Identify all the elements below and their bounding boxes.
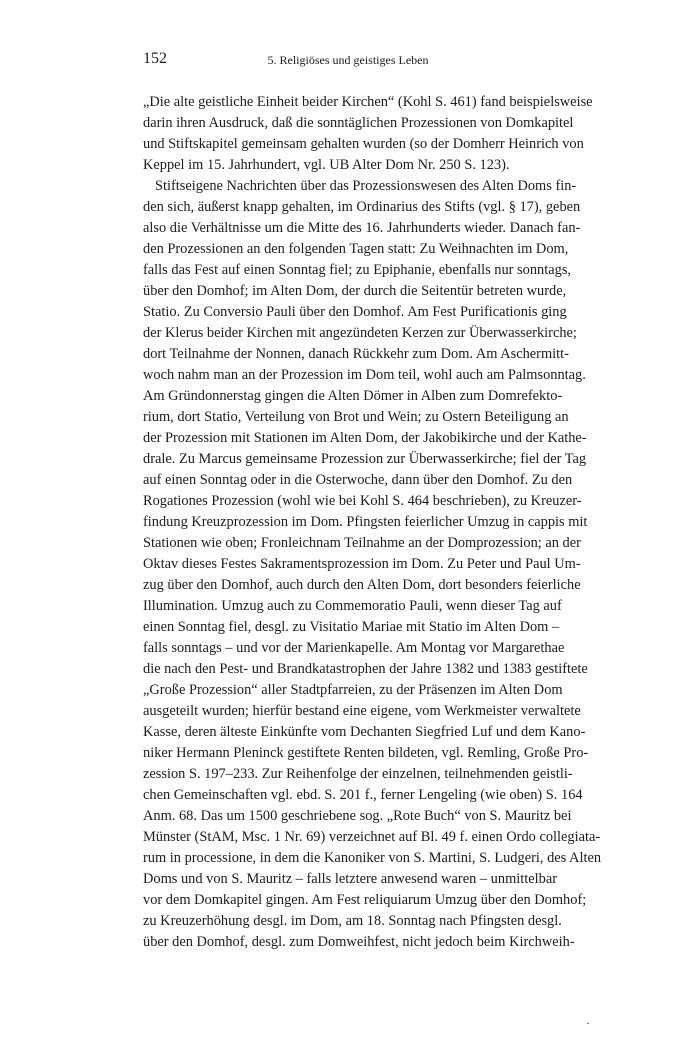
running-head: 5. Religiöses und geistiges Leben (267, 53, 429, 67)
text-line: drale. Zu Marcus gemeinsame Prozession zur Überwasserkirche; fiel der Tag (143, 451, 587, 467)
text-line: woch nahm man an der Prozession im Dom teil, wohl auch am Palmsonntag. (143, 367, 586, 383)
text-line: Anm. 68. Das um 1500 geschriebene sog. „Rote Buch“ von S. Mauritz bei (143, 808, 572, 824)
text-line: chen Gemeinschaften vgl. ebd. S. 201 f., ferner Lengeling (wie oben) S. 164 (143, 787, 583, 803)
text-line: dort Teilnahme der Nonnen, danach Rückkehr zum Dom. Am Aschermitt- (143, 346, 569, 362)
text-line: zug über den Domhof, auch durch den Alten Dom, dort besonders feierliche (143, 577, 581, 593)
text-line: Münster (StAM, Msc. 1 Nr. 69) verzeichnet auf Bl. 49 f. einen Ordo collegiata- (143, 829, 601, 845)
text-line: „Die alte geistliche Einheit beider Kirchen“ (Kohl S. 461) fand beispielsweise (143, 94, 593, 110)
body-text (143, 92, 602, 953)
text-line: und Stiftskapitel gemeinsam gehalten wurden (so der Domherr Heinrich von (143, 136, 584, 152)
text-line: „Große Prozession“ aller Stadtpfarreien, zu der Präsenzen im Alten Dom (143, 682, 563, 698)
text-line: niker Hermann Pleninck gestiftete Renten bildeten, vgl. Remling, Große Pro- (143, 745, 589, 761)
text-line: findung Kreuzprozession im Dom. Pfingsten feierlicher Umzug in cappis mit (143, 514, 588, 530)
text-line: zession S. 197–233. Zur Reihenfolge der einzelnen, teilnehmenden geistli- (143, 766, 573, 782)
text-line: Kasse, deren älteste Einkünfte vom Dechanten Siegfried Luf und dem Kano- (143, 724, 586, 740)
text-line: der Prozession mit Stationen im Alten Dom, der Jakobikirche und der Kathe- (143, 430, 587, 446)
text-line: rum in processione, in dem die Kanoniker von S. Martini, S. Ludgeri, des Alten (143, 850, 602, 866)
text-line: über den Domhof; im Alten Dom, der durch die Seitentür betreten wurde, (143, 283, 567, 299)
text-line: Stationen wie oben; Fronleichnam Teilnahme an der Domprozession; an der (143, 535, 581, 551)
text-line: falls sonntags – und vor der Marienkapelle. Am Montag vor Margarethae (143, 640, 565, 656)
text-line: den Prozessionen an den folgenden Tagen statt: Zu Weihnachten im Dom, (143, 241, 569, 257)
text-line: den sich, äußerst knapp gehalten, im Ordinarius des Stifts (vgl. § 17), geben (143, 199, 581, 215)
text-line: Stiftseigene Nachrichten über das Prozessionswesen des Alten Doms fin- (155, 178, 577, 194)
text-line: die nach den Pest- und Brandkatastrophen der Jahre 1382 und 1383 gestiftete (143, 661, 588, 677)
text-line: ausgeteilt wurden; hierfür bestand eine eigene, vom Werkmeister verwaltete (143, 703, 581, 719)
text-line: über den Domhof, desgl. zum Domweihfest, nicht jedoch beim Kirchweih- (143, 934, 575, 950)
text-line: Statio. Zu Conversio Pauli über den Domhof. Am Fest Purificationis ging (143, 304, 567, 320)
text-line: Oktav dieses Festes Sakramentsprozession im Dom. Zu Peter und Paul Um- (143, 556, 581, 572)
page-number: 152 (143, 50, 167, 67)
text-line: rium, dort Statio, Verteilung von Brot und Wein; zu Ostern Beteiligung an (143, 409, 569, 425)
text-line: Doms und von S. Mauritz – falls letztere anwesend waren – unmittelbar (143, 871, 558, 887)
text-line: Keppel im 15. Jahrhundert, vgl. UB Alter Dom Nr. 250 S. 123). (143, 157, 510, 173)
text-line: einen Sonntag fiel, desgl. zu Visitatio Mariae mit Statio im Alten Dom – (143, 619, 560, 635)
footer-mark: · (586, 1016, 590, 1030)
text-line: zu Kreuzerhöhung desgl. im Dom, am 18. Sonntag nach Pfingsten desgl. (143, 913, 562, 929)
page-header (143, 50, 553, 74)
text-line: Am Gründonnerstag gingen die Alten Dömer in Alben zum Domrefekto- (143, 388, 563, 404)
text-line: vor dem Domkapitel gingen. Am Fest reliquiarum Umzug über den Domhof; (143, 892, 587, 908)
text-line: also die Verhältnisse um die Mitte des 16. Jahrhunderts wieder. Danach fan- (143, 220, 581, 236)
text-line: darin ihren Ausdruck, daß die sonntäglichen Prozessionen von Domkapitel (143, 115, 574, 131)
text-line: Rogationes Prozession (wohl wie bei Kohl S. 464 beschrieben), zu Kreuzer- (143, 493, 582, 509)
text-line: Illumination. Umzug auch zu Commemoratio Pauli, wenn dieser Tag auf (143, 598, 562, 614)
text-line: falls das Fest auf einen Sonntag fiel; zu Epiphanie, ebenfalls nur sonntags, (143, 262, 572, 278)
text-line: auf einen Sonntag oder in die Osterwoche, dann über den Domhof. Zu den (143, 472, 573, 488)
text-line: der Klerus beider Kirchen mit angezündeten Kerzen zur Überwasserkirche; (143, 325, 577, 341)
